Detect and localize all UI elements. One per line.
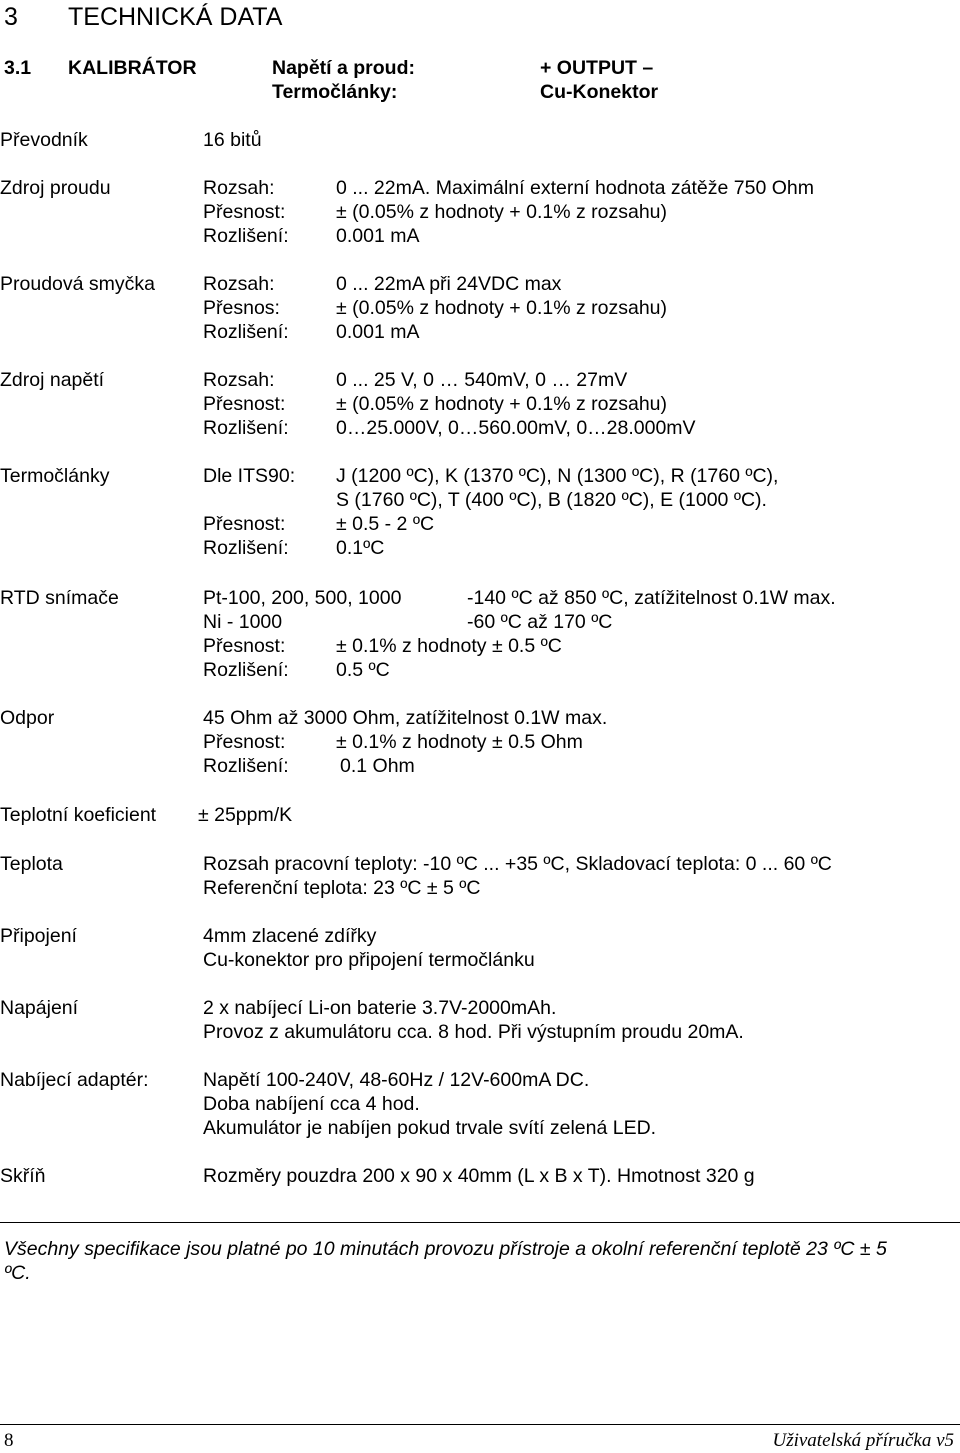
spec-value: Referenční teplota: 23 ºC ± 5 ºC [203,877,481,899]
subheading-col2-line1: + OUTPUT – [540,57,654,79]
subheading-col2-line2: Cu-Konektor [540,81,659,103]
section-label-odpor: Odpor [0,707,55,729]
spec-key: Přesnost: [203,513,286,535]
section-label-napajeni: Napájení [0,997,79,1019]
spec-key: Pt-100, 200, 500, 1000 [203,587,402,609]
subheading-title: KALIBRÁTOR [68,57,197,79]
spec-key: Rozsah: [203,369,275,391]
spec-value: ± (0.05% z hodnoty + 0.1% z rozsahu) [336,201,668,223]
spec-value: 45 Ohm až 3000 Ohm, zatížitelnost 0.1W max. [203,707,608,729]
spec-key: Rozsah: [203,177,275,199]
spec-value: Napětí 100-240V, 48-60Hz / 12V-600mA DC. [203,1069,590,1091]
section-label-termoclanky: Termočlánky [0,465,110,487]
spec-value: S (1760 ºC), T (400 ºC), B (1820 ºC), E (1000 ºC). [336,489,767,511]
spec-key: Dle ITS90: [203,465,296,487]
spec-value: Cu-konektor pro připojení termočlánku [203,949,535,971]
spec-value: 0.1 Ohm [340,755,415,777]
spec-value: 0.1ºC [336,537,385,559]
spec-value: 0.001 mA [336,321,420,343]
spec-value: 0.001 mA [336,225,420,247]
section-label-proudova-smycka: Proudová smyčka [0,273,155,295]
spec-key: Rozlišení: [203,225,289,247]
spec-value: Provoz z akumulátoru cca. 8 hod. Při výstupním proudu 20mA. [203,1021,744,1043]
spec-value: 0.5 ºC [336,659,390,681]
spec-key: Rozlišení: [203,417,289,439]
spec-value: Rozměry pouzdra 200 x 90 x 40mm (L x B x T). Hmotnost 320 g [203,1165,755,1187]
spec-value: J (1200 ºC), K (1370 ºC), N (1300 ºC), R (1760 ºC), [336,465,779,487]
section-label-adapter: Nabíjecí adaptér: [0,1069,149,1091]
spec-value: Akumulátor je nabíjen pokud trvale svítí zelená LED. [203,1117,657,1139]
section-label-zdroj-napeti: Zdroj napětí [0,369,105,391]
footer-page-number: 8 [4,1430,14,1451]
page-title: TECHNICKÁ DATA [68,3,283,31]
teplotni-koeficient-value: ± 25ppm/K [198,804,293,826]
spec-value: -140 ºC až 850 ºC, zatížitelnost 0.1W max. [467,587,836,609]
subheading-col1-line2: Termočlánky: [272,81,398,103]
spec-key: Rozlišení: [203,755,289,777]
spec-value: -60 ºC až 170 ºC [467,611,613,633]
footnote-line2: ºC. [4,1262,31,1284]
spec-value: 0 ... 22mA. Maximální externí hodnota zátěže 750 Ohm [336,177,814,199]
spec-key: Rozsah: [203,273,275,295]
spec-key: Přesnost: [203,635,286,657]
footnote-line1: Všechny specifikace jsou platné po 10 minutách provozu přístroje a okolní referenční teplotě 23 ºC ± 5 [4,1238,887,1260]
subheading-number: 3.1 [4,57,32,79]
spec-value: ± (0.05% z hodnoty + 0.1% z rozsahu) [336,297,668,319]
footer-divider [0,1424,960,1425]
spec-key: Ni - 1000 [203,611,283,633]
section-label-pripojeni: Připojení [0,925,77,947]
section-label-teplota: Teplota [0,853,63,875]
section-label-rtd: RTD snímače [0,587,119,609]
section-label-teplotni-koeficient: Teplotní koeficient [0,804,157,826]
spec-key: Rozlišení: [203,537,289,559]
spec-key: Přesnost: [203,393,286,415]
divider [0,1222,960,1223]
spec-key: Přesnost: [203,201,286,223]
spec-value: 0 ... 22mA při 24VDC max [336,273,562,295]
spec-key: Přesnos: [203,297,280,319]
spec-value: ± 0.1% z hodnoty ± 0.5 ºC [336,635,562,657]
heading-number: 3 [4,3,18,31]
section-label-skrin: Skříň [0,1165,46,1187]
section-label-zdroj-proudu: Zdroj proudu [0,177,111,199]
spec-key: Přesnost: [203,731,286,753]
footer-title: Uživatelská příručka v5 [772,1430,954,1451]
spec-value: ± 0.1% z hodnoty ± 0.5 Ohm [336,731,583,753]
spec-value: 2 x nabíjecí Li-on baterie 3.7V-2000mAh. [203,997,557,1019]
spec-value: 0 ... 25 V, 0 … 540mV, 0 … 27mV [336,369,628,391]
spec-value: 0…25.000V, 0…560.00mV, 0…28.000mV [336,417,696,439]
spec-value: Rozsah pracovní teploty: -10 ºC ... +35 ºC, Skladovací teplota: 0 ... 60 ºC [203,853,832,875]
spec-key: Rozlišení: [203,659,289,681]
spec-value: Doba nabíjení cca 4 hod. [203,1093,420,1115]
spec-value: ± 0.5 - 2 ºC [336,513,435,535]
section-label-prevodnik: Převodník [0,129,88,151]
subheading-col1-line1: Napětí a proud: [272,57,416,79]
spec-key: Rozlišení: [203,321,289,343]
spec-value: ± (0.05% z hodnoty + 0.1% z rozsahu) [336,393,668,415]
spec-value: 4mm zlacené zdířky [203,925,377,947]
prevodnik-value: 16 bitů [203,129,262,151]
